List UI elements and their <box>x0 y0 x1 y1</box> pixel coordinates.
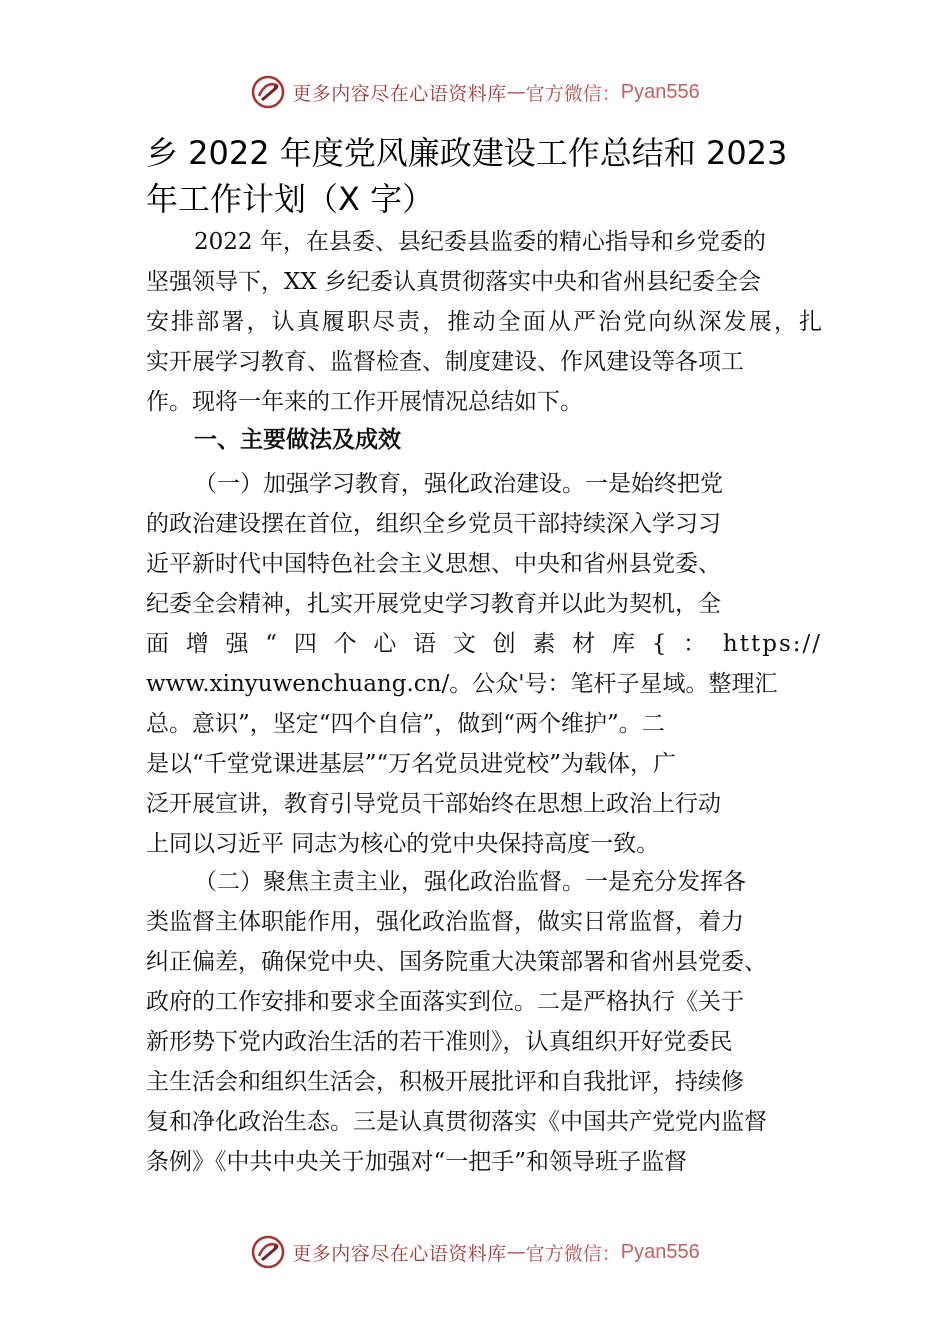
text-line: 面增强“四个心语文创素材库{：https:// <box>146 631 822 657</box>
promo-text: 更多内容尽在心语资料库 <box>292 1242 507 1265</box>
text-line: 坚强领导下，XX 乡纪委认真贯彻落实中央和省州县纪委全会 <box>146 269 762 295</box>
text-line: 总。意识”，坚定“四个自信”，做到“两个维护”。二 <box>146 711 665 737</box>
title-line: 乡 2022 年度党风廉政建设工作总结和 2023 <box>146 134 788 172</box>
text-line: 复和净化政治生态。三是认真贯彻落实《中国共产党党内监督 <box>146 1109 767 1135</box>
text-line: 是以“千堂党课进基层”“万名党员进党校”为载体，广 <box>146 751 677 777</box>
text-line: 上同以习近平 同志为核心的党中央保持高度一致。 <box>146 831 660 857</box>
wechat-id: Pyan556 <box>620 1240 700 1263</box>
document-title <box>146 130 836 222</box>
text-line: 类监督主体职能作用，强化政治监督，做实日常监督，着力 <box>146 909 744 935</box>
text-line: 实开展学习教育、监督检查、制度建设、作风建设等各项工 <box>146 349 744 375</box>
text-line: 新形势下党内政治生活的若干准则》，认真组织开好党委民 <box>146 1029 733 1055</box>
text-line: 的政治建设摆在首位，组织全乡党员干部持续深入学习习 <box>146 511 721 537</box>
title-line: 年工作计划（X 字） <box>146 180 435 218</box>
text-line: （二）聚焦主责主业，强化政治监督。一是充分发挥各 <box>194 869 746 895</box>
intro-paragraph <box>146 222 822 422</box>
wechat-label: 官方微信： <box>525 82 621 105</box>
paragraph-study <box>146 464 822 864</box>
text-line: 近平新时代中国特色社会主义思想、中央和省州县党委、 <box>146 551 721 577</box>
footer-banner <box>0 1232 950 1272</box>
text-line: （一）加强学习教育，强化政治建设。一是始终把党 <box>194 471 723 497</box>
text-line: www.xinyuwenchuang.cn/。公众'号：笔杆子星域。整理汇 <box>146 671 778 697</box>
text-line: 条例》《中共中央关于加强对“一把手”和领导班子监督 <box>146 1149 688 1175</box>
text-line: 作。现将一年来的工作开展情况总结如下。 <box>146 389 583 415</box>
promo-separator: — <box>506 1241 526 1263</box>
brand-logo-icon <box>250 74 286 110</box>
promo-text: 更多内容尽在心语资料库 <box>292 82 507 105</box>
text-line: 泛开展宣讲，教育引导党员干部始终在思想上政治上行动 <box>146 791 721 817</box>
text-line: 2022 年，在县委、县纪委县监委的精心指导和乡党委的 <box>194 229 766 255</box>
header-banner <box>0 72 950 112</box>
wechat-label: 官方微信： <box>525 1242 621 1265</box>
text-line: 安排部署，认真履职尽责，推动全面从严治党向纵深发展，扎 <box>146 309 822 335</box>
brand-logo-icon <box>250 1234 286 1270</box>
paragraph-supervision <box>146 862 822 1182</box>
text-line: 主生活会和组织生活会，积极开展批评和自我批评，持续修 <box>146 1069 744 1095</box>
promo-separator: — <box>506 81 526 103</box>
section-heading: 一、主要做法及成效 <box>194 427 401 453</box>
text-line: 政府的工作安排和要求全面落实到位。二是严格执行《关于 <box>146 989 744 1015</box>
wechat-id: Pyan556 <box>620 80 700 103</box>
text-line: 纠正偏差，确保党中央、国务院重大决策部署和省州县党委、 <box>146 949 767 975</box>
text-line: 纪委全会精神，扎实开展党史学习教育并以此为契机，全 <box>146 591 721 617</box>
